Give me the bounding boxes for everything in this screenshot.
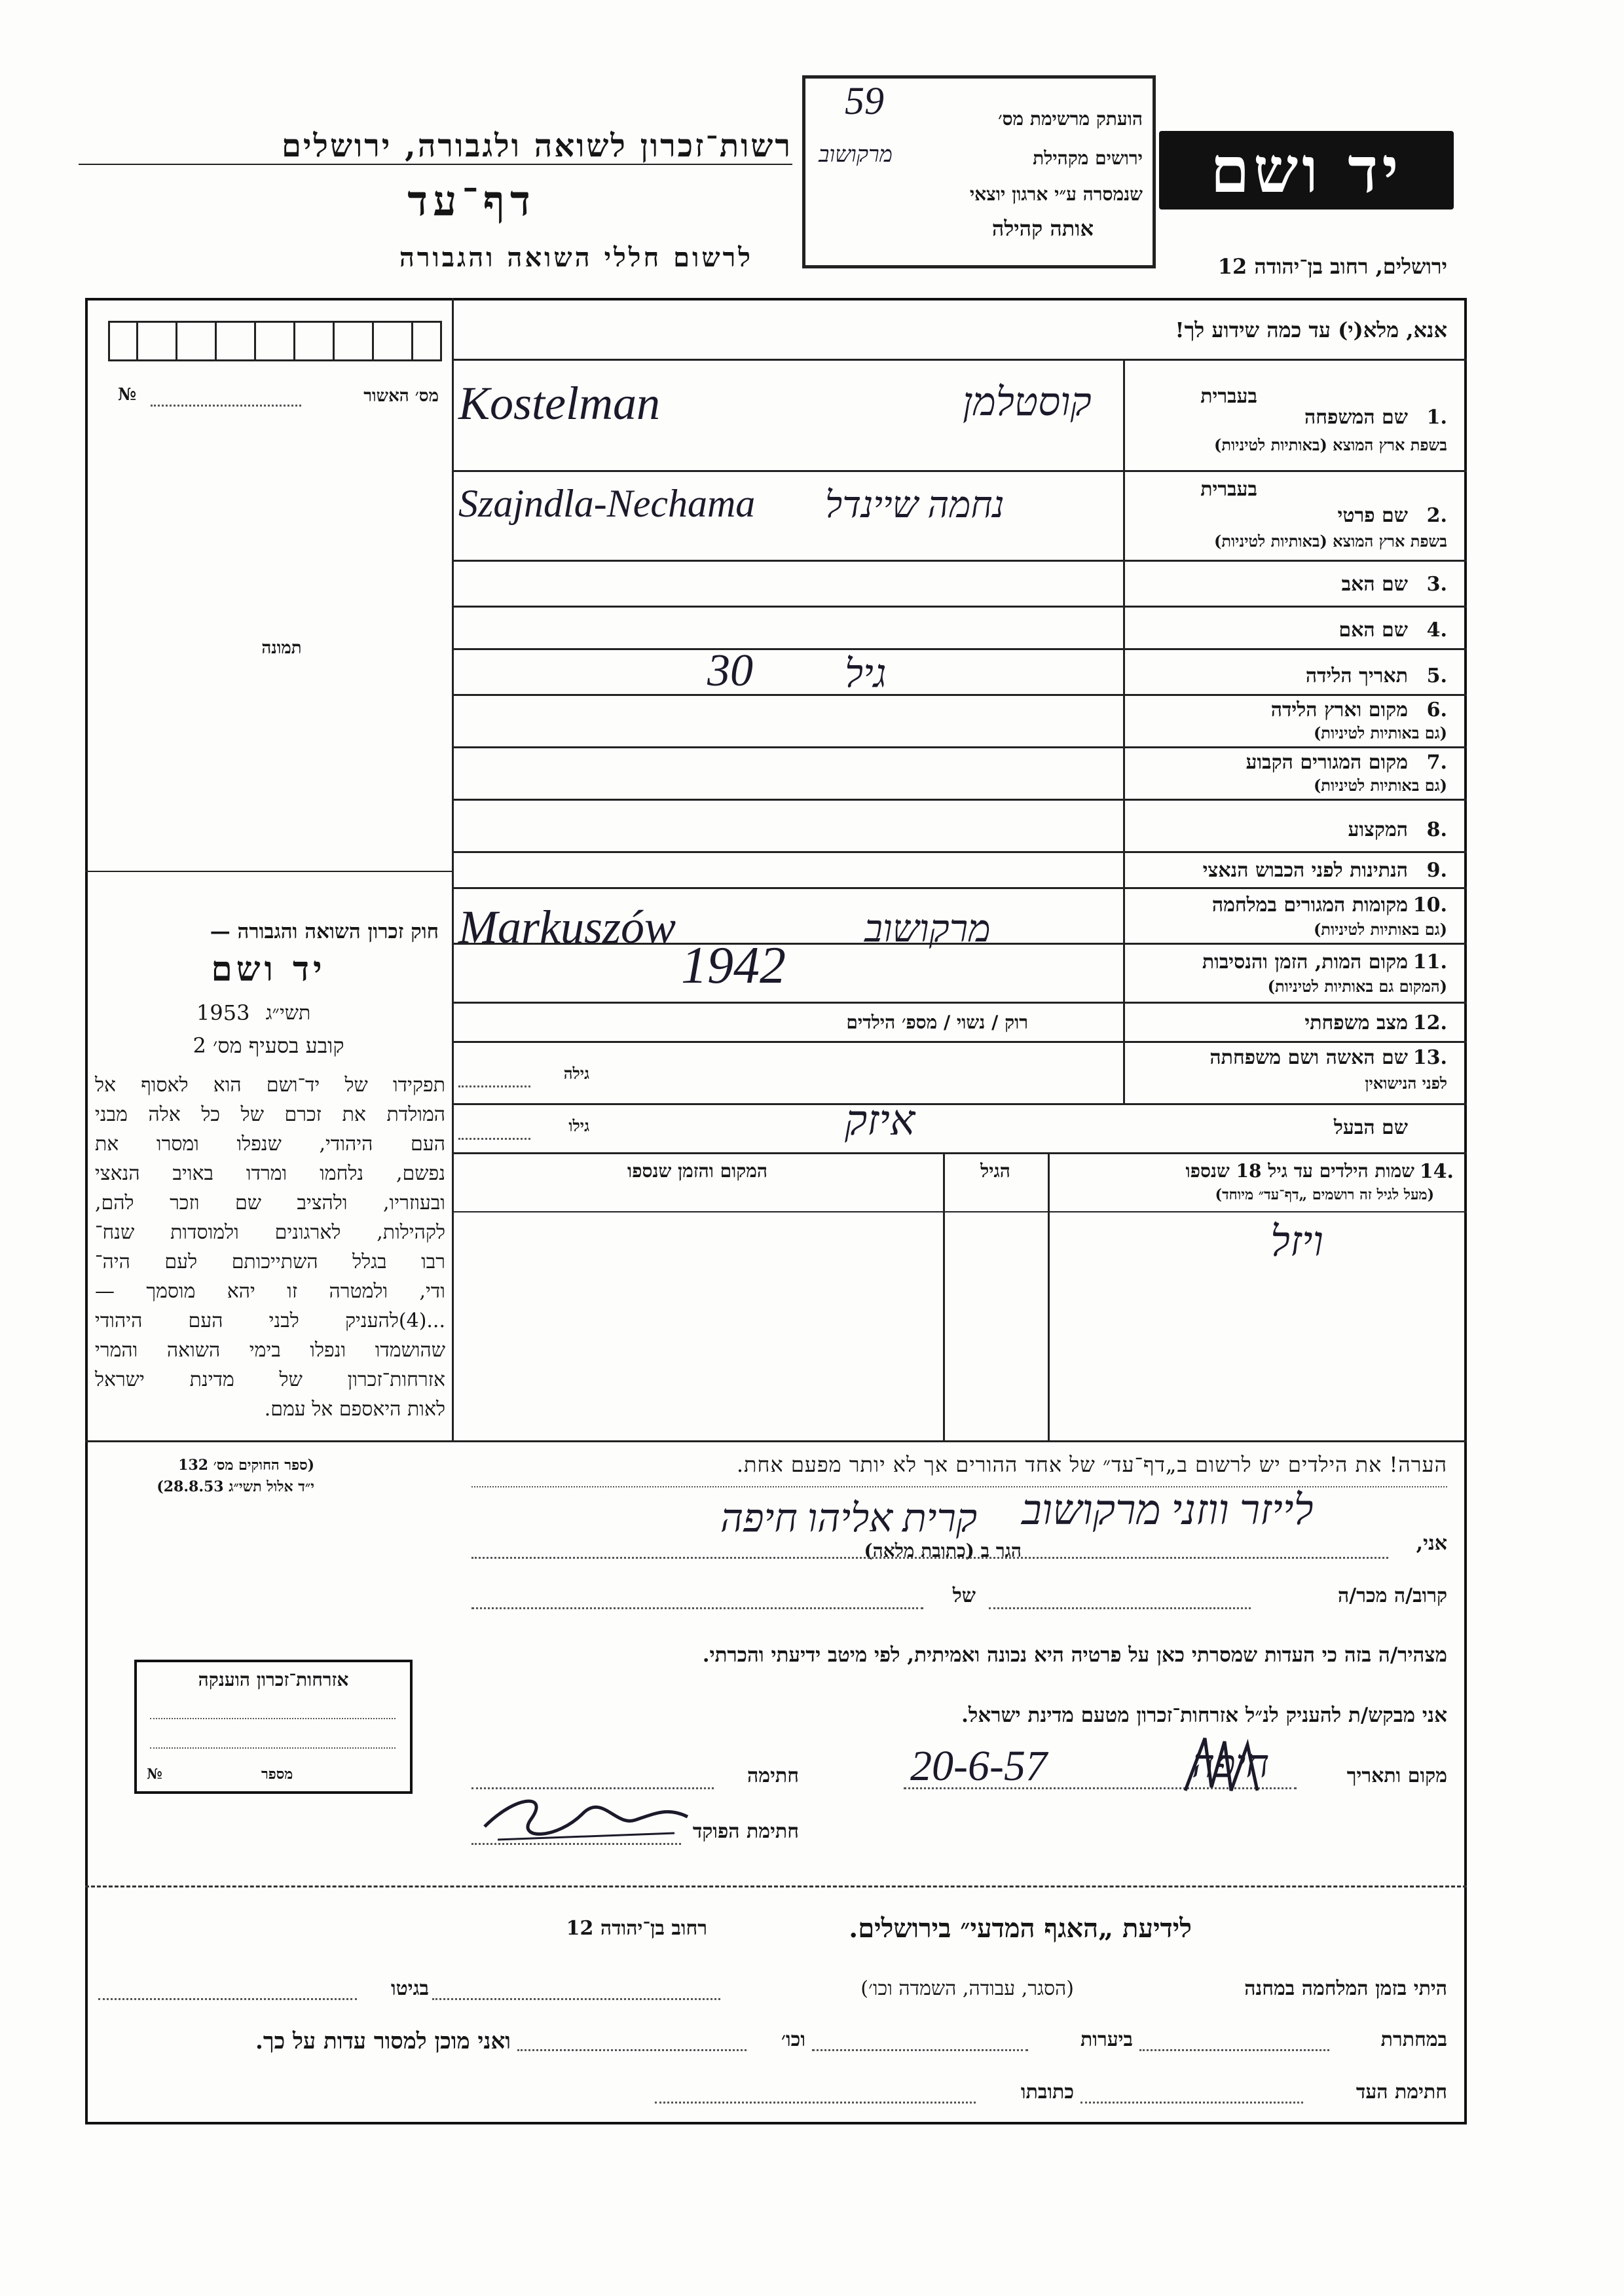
field-1-surname-latin: Kostelman (458, 377, 661, 429)
intro-instruction: אנא, מלא(י) עד כמה שידוע לך! (1175, 318, 1447, 342)
archive-stamp (802, 75, 1156, 268)
law-year: 1953 (196, 1000, 250, 1025)
declarant-address-value: קרית אליהו חיפה (720, 1497, 978, 1540)
officer-signature-scribble (478, 1781, 694, 1853)
relative-of-label: של (952, 1584, 976, 1607)
field-9-label: הנתינות לפני הכבוש הנאצי (1202, 859, 1408, 882)
stamp-line2: ירושים מקהילת (1033, 147, 1143, 169)
field-11-year: 1942 (681, 937, 786, 994)
declarant-lives-label: הגר ב (כתובת מלאה) (864, 1540, 1022, 1561)
footer-line2-forests: ביערות (1080, 2028, 1133, 2051)
date-value: 20-6-57 (910, 1742, 1047, 1790)
footer-line2-etc: וכו׳ (781, 2028, 805, 2051)
footer-line2-underground: במחתרת (1380, 2028, 1447, 2051)
footer-line1-types: (הסגר, עבודה, השמדה וכו׳) (860, 1977, 1074, 2000)
footer-line1-ghetto: בגיטו (390, 1977, 429, 2000)
field-3-label: שם האב (1341, 573, 1408, 596)
law-line: שהושמדו ונפלו בימי השואה והמרי (95, 1339, 445, 1362)
field-5-num: 5. (1426, 665, 1447, 687)
field-13-sublabel: לפני הנישואין (1365, 1074, 1447, 1093)
stamp-community: מרקושוב (819, 143, 893, 167)
law-clause: קובע בסעיף מס׳ 2 (193, 1033, 344, 1058)
law-name: יד ושם (211, 949, 326, 989)
footer-title: לידיעת „האגף המדעי״ בירושלים. (849, 1913, 1192, 1944)
children-age-col: הגיל (980, 1160, 1010, 1182)
field-14-sublabel: (מעל לגיל זה רושמים „דף־עד״ מיוחד) (1215, 1186, 1434, 1203)
citizenship-no: № (147, 1766, 162, 1783)
officer-signature-label: חתימת הפוקד (692, 1820, 799, 1843)
law-line: העם היהודי, שנפלו ומסרו את (95, 1133, 445, 1156)
field-10-label: מקומות המגורים במלחמה (1211, 894, 1408, 917)
form-subtitle: לרשום חללי השואה והגבורה (399, 242, 753, 273)
law-line: לאות היאספם אל עמם. (264, 1398, 445, 1421)
husband-age-label: גילו (568, 1116, 589, 1135)
citizenship-number-label: מספר (261, 1766, 293, 1783)
footer-witness-address: כתובתו (1020, 2081, 1074, 2104)
field-4-label: שם האם (1338, 619, 1408, 642)
law-line: תפקידו של יד־ושם הוא לאסוף אל (95, 1074, 445, 1097)
field-5-age-word: גיל (845, 652, 887, 695)
citizenship-request-text: אני מבקש/ת להעניק לנ״ל אזרחות־זכרון מטעם מדינת ישראל. (961, 1704, 1447, 1727)
field-6-label: מקום וארץ הלידה (1270, 699, 1408, 721)
field-14-num: 14. (1419, 1160, 1454, 1183)
law-title: חוק זכרון השואה והגבורה — (210, 920, 439, 943)
photo-placeholder-label: תמונה (261, 638, 302, 658)
approval-id-boxes (108, 321, 442, 361)
law-line: ...(4)להעניק לבני העם היהודי (95, 1309, 445, 1332)
field-11-label: מקום המות, הזמן והנסיבות (1202, 951, 1408, 974)
wife-age-label: גילה (563, 1064, 589, 1083)
footer-line1-camp: היתי בזמן המלחמה במחנה (1244, 1977, 1447, 2000)
law-line: ובעוזריו, ולהציב שם וזכר להם, (95, 1192, 445, 1214)
field-10-place-hebrew: מרקושוב (864, 907, 991, 950)
field-6-sublabel: (גם באותיות לטיניות) (1313, 723, 1447, 742)
field-13-label: שם האשה ושם משפחתה (1209, 1046, 1408, 1069)
field-13-num: 13. (1412, 1046, 1447, 1069)
field-3-num: 3. (1426, 573, 1447, 596)
yad-vashem-logo (1159, 131, 1454, 210)
footer-line2-testimony: ואני מוכן למסור עדות על כך. (255, 2028, 511, 2054)
stamp-line1: הועתק מרשימת מס׳ (998, 108, 1143, 130)
signature-label: חתימה (747, 1764, 799, 1787)
approval-number-sign: № (118, 385, 137, 405)
declarant-signature-scribble (1179, 1728, 1270, 1800)
field-1-sublabel: בשפת ארץ המוצא (באותיות לטיניות) (1214, 435, 1447, 454)
law-source-2: י״ד אלול תשי״ג 28.8.53) (157, 1478, 314, 1495)
stamp-line3: שנמסרה ע״י ארגון יוצאי (969, 183, 1143, 205)
field-2-label: שם פרטי (1337, 504, 1408, 527)
law-line: ודי, ולמטרה זו יהא מוסמך — (95, 1280, 445, 1303)
field-12-num: 12. (1412, 1011, 1447, 1034)
field-4-num: 4. (1426, 619, 1447, 642)
field-9-num: 9. (1426, 859, 1447, 882)
field-12-options: רוק / נשוי / מספ׳ הילדים (846, 1011, 1028, 1033)
field-2-firstname-latin: Szajndla-Nechama (458, 482, 756, 525)
children-place-col: המקום והזמן שנספו (627, 1160, 767, 1182)
declarant-ani: אני, (1416, 1532, 1447, 1555)
law-line: המולדת את זכרם של כל אלה מבני (95, 1103, 445, 1126)
law-source-1: (ספר החוקים מס׳ 132 (178, 1457, 314, 1474)
relative-label: קרוב/ה מכר/ה (1338, 1584, 1447, 1607)
husband-name-label: שם הבעל (1333, 1116, 1408, 1139)
field-11-sublabel: (המקום גם באותיות לטיניות) (1267, 977, 1447, 996)
header-address: ירושלים, רחוב בן־יהודה 12 (1217, 254, 1447, 279)
field-1-surname-hebrew: קוסטלמן (963, 380, 1092, 424)
field-7-label: מקום המגורים הקבוע (1246, 751, 1408, 774)
citizenship-box (134, 1660, 413, 1794)
field-12-label: מצב משפחתי (1304, 1011, 1408, 1034)
place-value: חיפה (1192, 1742, 1269, 1785)
place-date-label: מקום ותאריך (1346, 1764, 1447, 1787)
field-11-num: 11. (1412, 951, 1447, 974)
husband-name-value: איזק (845, 1097, 915, 1144)
law-hebrew-year: תשי״ג (265, 1002, 311, 1025)
law-line: נפשם, נלחמו ומרדו באויב הנאצי (95, 1162, 445, 1185)
field-7-sublabel: (גם באותיות לטיניות) (1313, 776, 1447, 795)
field-8-num: 8. (1426, 818, 1447, 841)
field-7-num: 7. (1426, 751, 1447, 774)
footer-address: רחוב בן־יהודה 12 (566, 1917, 707, 1940)
citizenship-title: אזרחות־זכרון הוענקה (198, 1669, 349, 1690)
footer-witness-signature: חתימת העד (1356, 2081, 1447, 2104)
declaration-text: מצהיר/ה בזה כי העדות שמסרתי כאן על פרטיה היא נכונה ואמיתית, לפי מיטב ידיעתי והכרתי. (702, 1643, 1447, 1667)
law-line: אזרחות־זכרון של מדינת ישראל (95, 1368, 445, 1391)
approval-number-label: מס׳ האשור (363, 386, 439, 406)
children-note: הערה! את הילדים יש לרשום ב„דף־עד״ של אחד ההורים אך לא יותר מפעם אחת. (736, 1452, 1447, 1477)
field-2-sublabel: בשפת ארץ המוצא (באותיות לטיניות) (1214, 532, 1447, 551)
field-2-tag: בעברית (1200, 478, 1257, 501)
stamp-line4: אותה קהילה (991, 216, 1094, 241)
law-line: רבו בגלל השתייכותם לעם היה־ (95, 1250, 445, 1273)
children-value: ויזל (1270, 1218, 1323, 1265)
institution-name: רשות־זכרון לשואה ולגבורה, ירושלים (281, 128, 792, 164)
field-10-place-latin: Markuszów (458, 901, 676, 953)
field-5-label: תאריך הלידה (1305, 665, 1408, 687)
field-10-sublabel: (גם באותיות לטיניות) (1313, 920, 1447, 939)
field-10-num: 10. (1412, 894, 1447, 917)
field-14-label: שמות הילדים עד גיל 18 שנספו (1185, 1160, 1414, 1182)
stamp-list-number: 59 (845, 79, 884, 122)
field-1-label: שם המשפחה (1304, 406, 1408, 429)
declarant-name-value: לייזר ווזני מרקושוב (1022, 1487, 1314, 1533)
field-2-num: 2. (1426, 504, 1447, 527)
field-8-label: המקצוע (1348, 818, 1408, 841)
law-text (95, 1070, 445, 1424)
field-1-tag: בעברית (1200, 385, 1257, 408)
law-line: לקהילות, לארגונים ולמוסדות שנח־ (95, 1221, 445, 1244)
field-2-firstname-hebrew: נחמה שיינדל (825, 485, 1005, 526)
field-6-num: 6. (1426, 699, 1447, 721)
field-1-num: 1. (1426, 406, 1447, 429)
logo-text: יד ושם (1210, 133, 1403, 207)
field-5-age-value: 30 (707, 646, 753, 696)
form-title: דף־עד (407, 177, 536, 226)
